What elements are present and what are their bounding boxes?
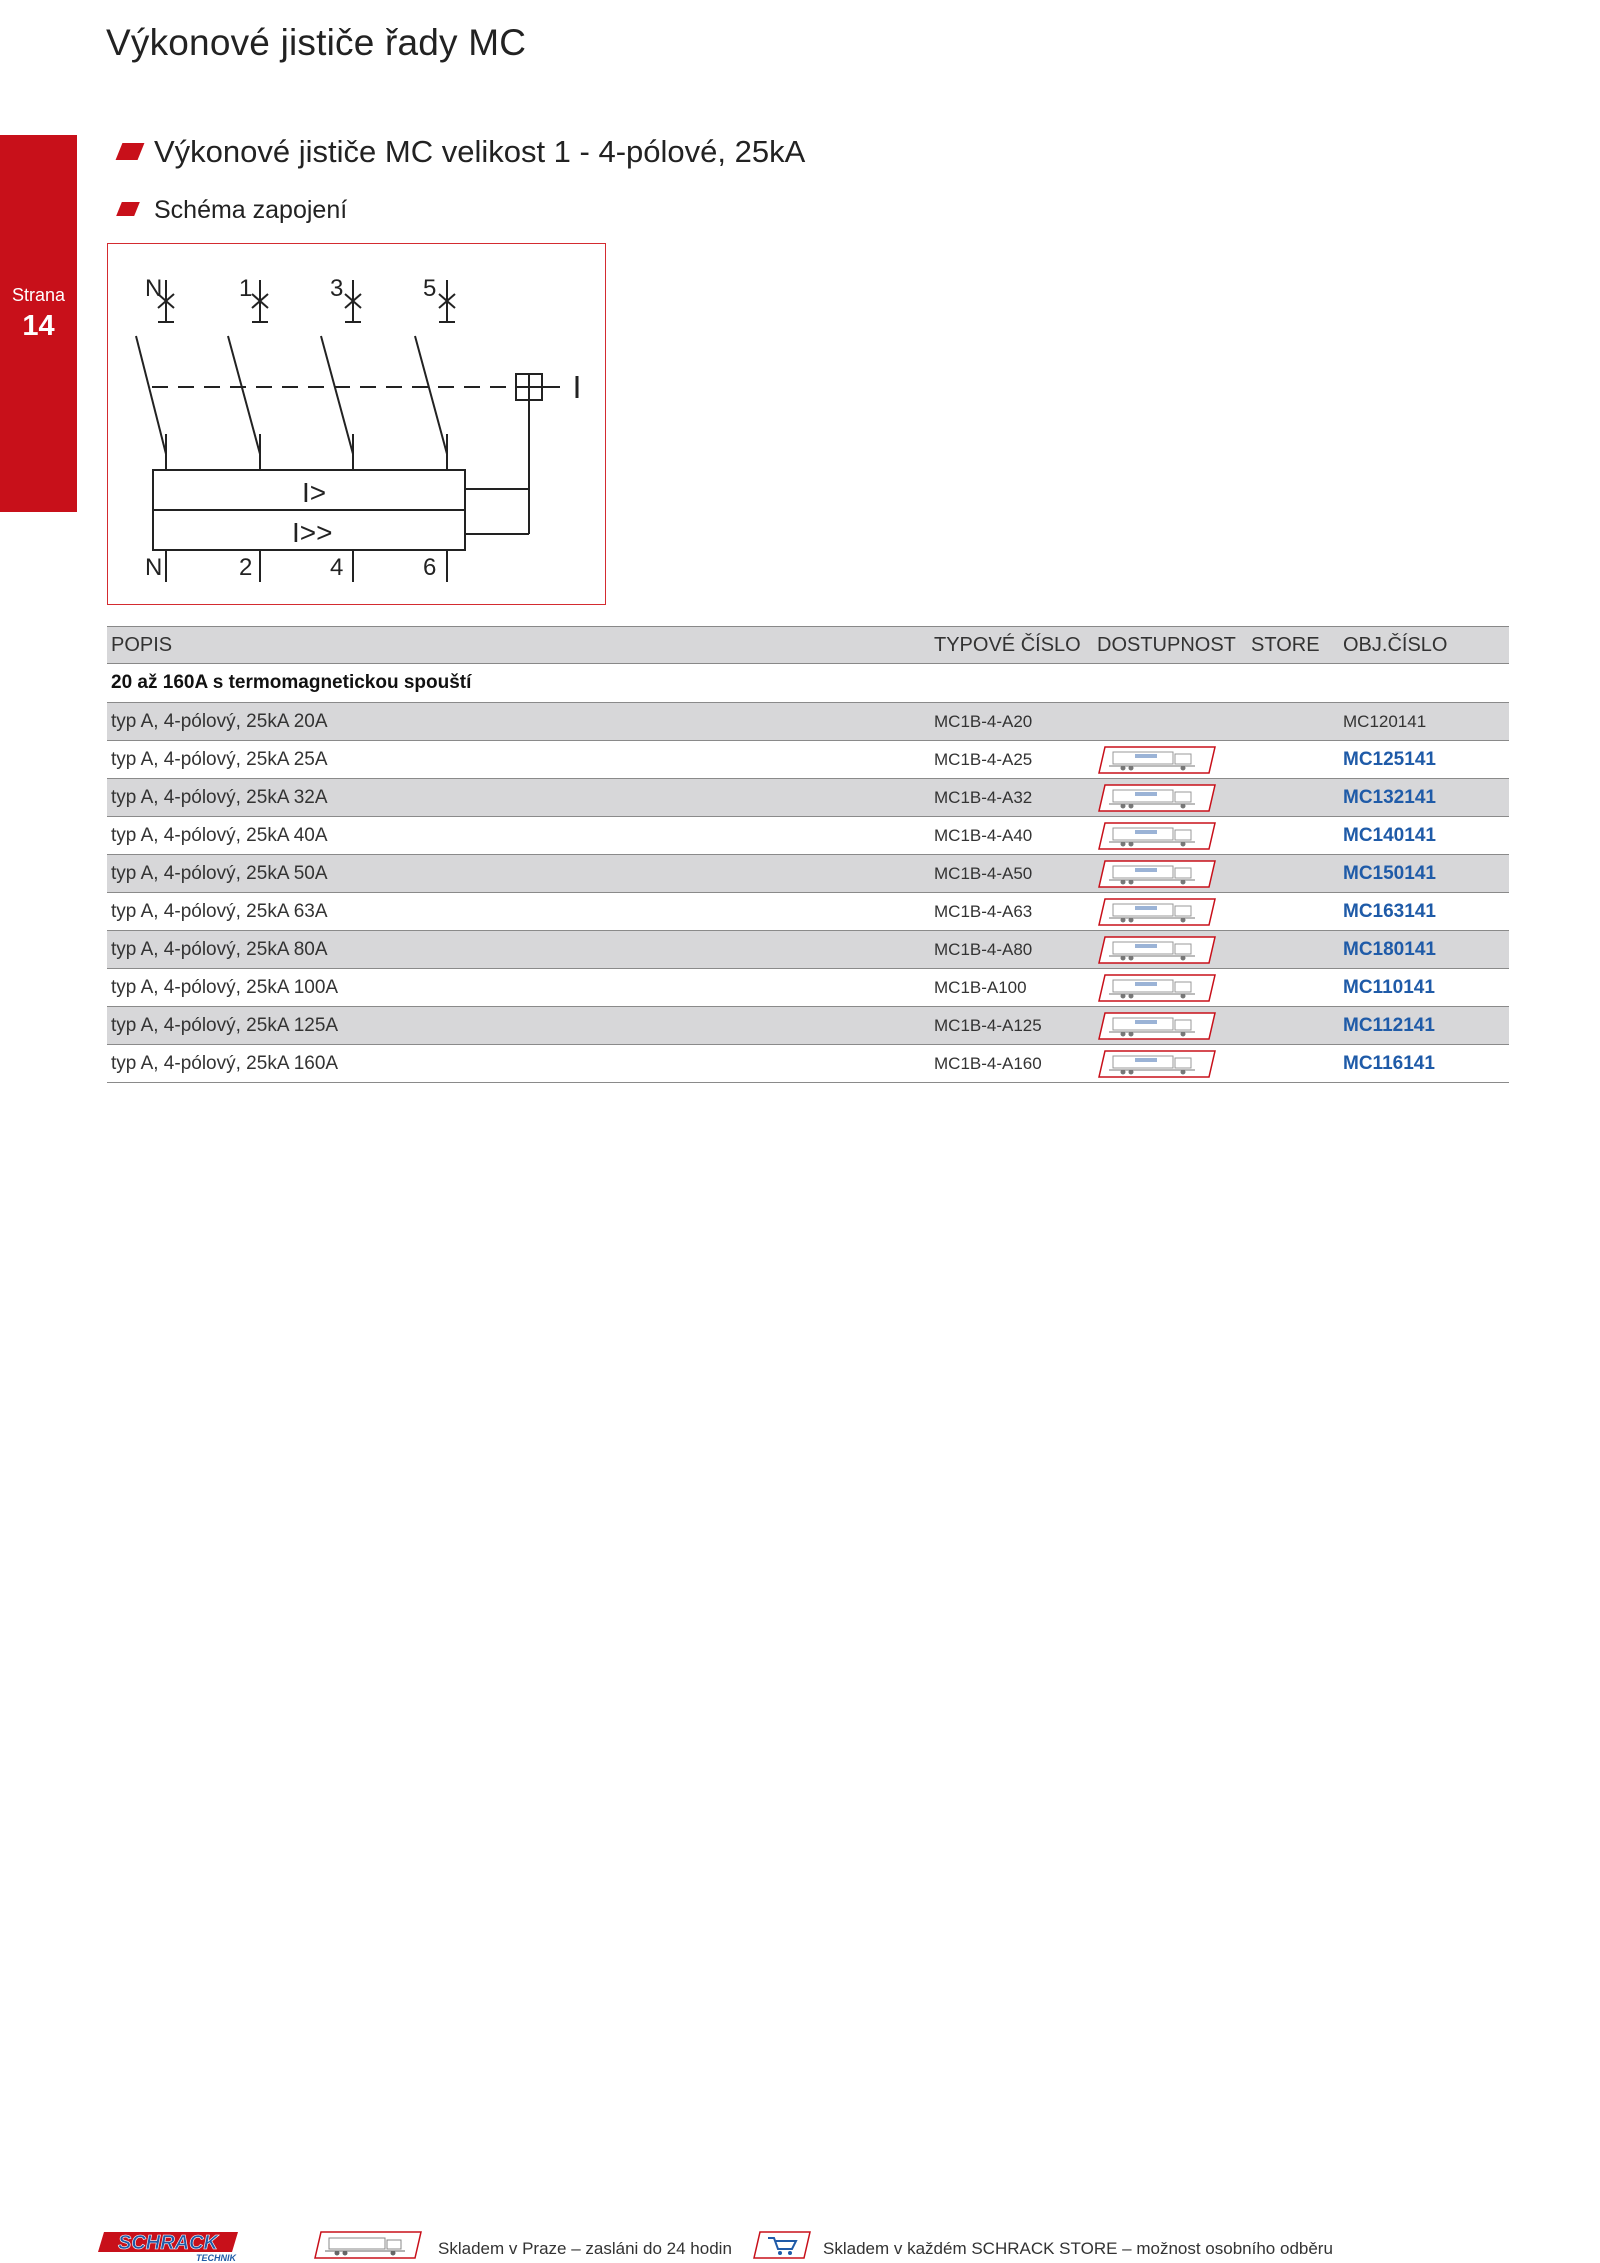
row-store [1247, 1007, 1339, 1045]
row-dostupnost [1093, 893, 1247, 931]
row-dostupnost [1093, 1045, 1247, 1083]
store-cart-icon [752, 2230, 812, 2260]
row-popis: typ A, 4-pólový, 25kA 40A [107, 817, 930, 855]
row-dostupnost [1093, 779, 1247, 817]
terminal-label-bottom-n: N [145, 554, 163, 581]
row-store [1247, 855, 1339, 893]
row-dostupnost [1093, 741, 1247, 779]
row-obj-cislo[interactable]: MC116141 [1339, 1045, 1509, 1083]
delivery-truck-icon [1097, 821, 1219, 851]
trip-label-overload: I> [302, 477, 327, 508]
row-store [1247, 741, 1339, 779]
group-row [107, 664, 1509, 703]
table-row [107, 893, 1509, 931]
page-number-tab [0, 135, 77, 512]
header-store: STORE [1247, 627, 1339, 664]
trip-label-short-circuit: I>> [292, 517, 333, 548]
row-popis: typ A, 4-pólový, 25kA 63A [107, 893, 930, 931]
row-typove-cislo: MC1B-4-A32 [930, 779, 1093, 817]
row-typove-cislo: MC1B-4-A50 [930, 855, 1093, 893]
row-dostupnost [1093, 1007, 1247, 1045]
row-popis: typ A, 4-pólový, 25kA 50A [107, 855, 930, 893]
delivery-truck-icon [1097, 745, 1219, 775]
row-typove-cislo: MC1B-4-A40 [930, 817, 1093, 855]
delivery-truck-icon [1097, 897, 1219, 927]
schrack-logo [98, 2228, 243, 2262]
row-obj-cislo[interactable]: MC180141 [1339, 931, 1509, 969]
table-row [107, 817, 1509, 855]
footer-store-text: Skladem v každém SCHRACK STORE – možnost osobního odběru [823, 2239, 1333, 2258]
footer [0, 2228, 1600, 2262]
row-typove-cislo: MC1B-4-A20 [930, 703, 1093, 741]
row-obj-cislo[interactable]: MC125141 [1339, 741, 1509, 779]
table-row [107, 703, 1509, 741]
terminal-label-top-3: 3 [330, 275, 344, 302]
table-row [107, 1045, 1509, 1083]
wiring-schema [107, 243, 606, 605]
table-row [107, 969, 1509, 1007]
terminal-label-top-1: 1 [239, 275, 253, 302]
header-dostupnost: DOSTUPNOST [1093, 627, 1247, 664]
terminal-label-bottom-4: 4 [330, 554, 344, 581]
row-store [1247, 779, 1339, 817]
row-store [1247, 1045, 1339, 1083]
row-dostupnost [1093, 931, 1247, 969]
group-label: 20 až 160A s termomagnetickou spouští [107, 664, 1509, 703]
page-title: Výkonové jističe řady MC [106, 22, 527, 63]
row-popis: typ A, 4-pólový, 25kA 32A [107, 779, 930, 817]
row-typove-cislo: MC1B-4-A80 [930, 931, 1093, 969]
delivery-truck-icon [1097, 1011, 1219, 1041]
footer-delivery-text: Skladem v Praze – zasláni do 24 hodin [438, 2239, 732, 2258]
table-row [107, 1007, 1509, 1045]
terminal-label-top-n: N [145, 275, 163, 302]
section-bullet-icon [116, 143, 145, 160]
delivery-truck-icon [1097, 783, 1219, 813]
table-row [107, 931, 1509, 969]
row-store [1247, 931, 1339, 969]
row-obj-cislo[interactable]: MC110141 [1339, 969, 1509, 1007]
page-number: 14 [22, 310, 55, 342]
section-title: Výkonové jističe MC velikost 1 - 4-pólové, 25kA [154, 134, 806, 169]
row-popis: typ A, 4-pólový, 25kA 160A [107, 1045, 930, 1083]
row-dostupnost [1093, 703, 1247, 741]
row-obj-cislo[interactable]: MC140141 [1339, 817, 1509, 855]
row-popis: typ A, 4-pólový, 25kA 80A [107, 931, 930, 969]
row-typove-cislo: MC1B-4-A25 [930, 741, 1093, 779]
row-popis: typ A, 4-pólový, 25kA 20A [107, 703, 930, 741]
delivery-truck-icon [1097, 859, 1219, 889]
delivery-truck-icon [1097, 935, 1219, 965]
row-popis: typ A, 4-pólový, 25kA 125A [107, 1007, 930, 1045]
header-obj-cislo: OBJ.ČÍSLO [1339, 627, 1509, 664]
table-row [107, 855, 1509, 893]
row-store [1247, 703, 1339, 741]
row-dostupnost [1093, 855, 1247, 893]
wiring-diagram [108, 244, 607, 606]
row-typove-cislo: MC1B-A100 [930, 969, 1093, 1007]
row-popis: typ A, 4-pólový, 25kA 100A [107, 969, 930, 1007]
row-store [1247, 893, 1339, 931]
delivery-truck-icon [313, 2230, 425, 2260]
header-typove-cislo: TYPOVÉ ČÍSLO [930, 627, 1093, 664]
row-obj-cislo[interactable]: MC150141 [1339, 855, 1509, 893]
terminal-label-bottom-2: 2 [239, 554, 253, 581]
subsection-title: Schéma zapojení [154, 196, 348, 224]
row-store [1247, 969, 1339, 1007]
table-row [107, 779, 1509, 817]
row-obj-cislo[interactable]: MC163141 [1339, 893, 1509, 931]
row-store [1247, 817, 1339, 855]
terminal-label-top-5: 5 [423, 275, 437, 302]
header-popis: POPIS [107, 627, 930, 664]
table-header-row [107, 627, 1509, 664]
delivery-truck-icon [1097, 973, 1219, 1003]
product-table [107, 626, 1509, 1083]
row-obj-cislo[interactable]: MC132141 [1339, 779, 1509, 817]
delivery-truck-icon [1097, 1049, 1219, 1079]
row-dostupnost [1093, 969, 1247, 1007]
row-dostupnost [1093, 817, 1247, 855]
subsection-bullet-icon [116, 202, 140, 216]
row-typove-cislo: MC1B-4-A125 [930, 1007, 1093, 1045]
table-row [107, 741, 1509, 779]
logo-subtext: TECHNIK [196, 2253, 236, 2262]
logo-text: SCHRACK [118, 2232, 218, 2254]
row-obj-cislo: MC120141 [1339, 703, 1509, 741]
row-typove-cislo: MC1B-4-A63 [930, 893, 1093, 931]
row-typove-cislo: MC1B-4-A160 [930, 1045, 1093, 1083]
row-obj-cislo[interactable]: MC112141 [1339, 1007, 1509, 1045]
row-popis: typ A, 4-pólový, 25kA 25A [107, 741, 930, 779]
page-number-label: Strana [11, 285, 66, 305]
terminal-label-bottom-6: 6 [423, 554, 437, 581]
